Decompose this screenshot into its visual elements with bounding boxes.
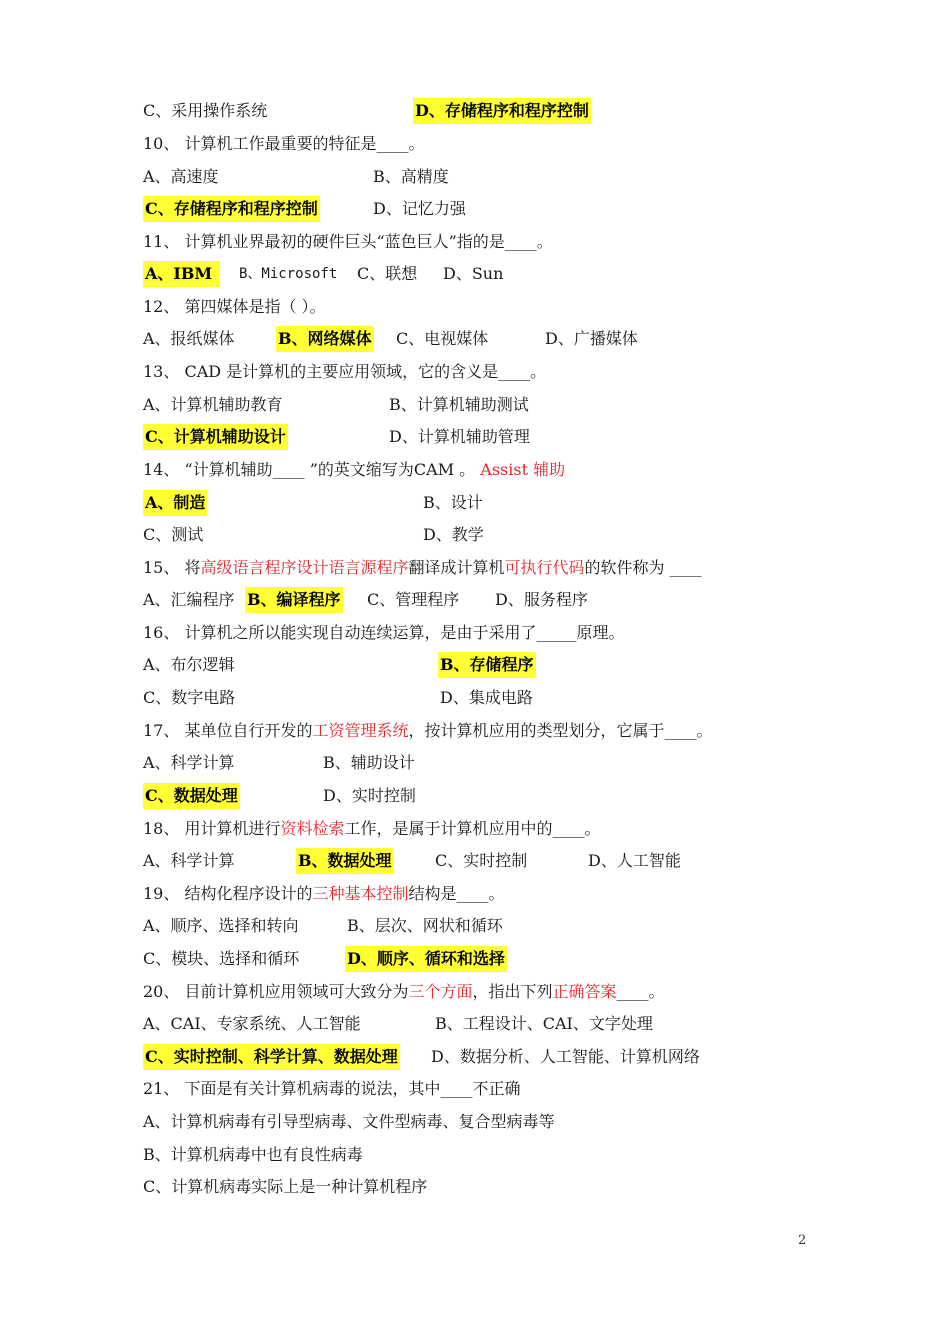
question-18 (143, 816, 600, 842)
option-a: A、科学计算 (143, 851, 235, 870)
option-c: C、数字电路 (143, 688, 236, 707)
option-b-correct: B、网络媒体 (276, 326, 374, 352)
question-20 (143, 979, 665, 1005)
question-13: 13、 CAD 是计算机的主要应用领域，它的含义是____。 (143, 362, 547, 381)
option-c-correct: C、存储程序和程序控制 (143, 196, 320, 222)
question-14 (143, 457, 565, 483)
question-text: 18、 用计算机进行 (143, 819, 281, 838)
option-a: A、汇编程序 (143, 590, 235, 609)
question-11: 11、 计算机业界最初的硬件巨头“蓝色巨人”指的是____。 (143, 232, 553, 251)
highlight-term: 资料检索 (280, 819, 345, 838)
option-b: B、辅助设计 (323, 753, 415, 772)
highlight-term: 高级语言程序设计语言源程序 (200, 558, 409, 577)
highlight-term: 三种基本控制 (312, 884, 409, 903)
option-c-correct: C、实时控制、科学计算、数据处理 (143, 1044, 400, 1070)
option-c: C、联想 (357, 264, 418, 283)
option-c: C、模块、选择和循环 (143, 949, 300, 968)
question-text: 的软件称为 ____ (584, 558, 702, 577)
highlight-term: 可执行代码 (504, 558, 585, 577)
option-c-correct: C、计算机辅助设计 (143, 424, 288, 450)
option-c: C、计算机病毒实际上是一种计算机程序 (143, 1177, 428, 1196)
question-text: 工作，是属于计算机应用中的____。 (344, 819, 601, 838)
option-a-correct: A、IBM (143, 261, 220, 287)
highlight-term: 工资管理系统 (312, 721, 409, 740)
option-b: B、计算机病毒中也有良性病毒 (143, 1145, 363, 1164)
option-a: A、计算机病毒有引导型病毒、文件型病毒、复合型病毒等 (143, 1112, 555, 1131)
question-text: 19、 结构化程序设计的 (143, 884, 313, 903)
question-text: 翻译成计算机 (408, 558, 505, 577)
option-b: B、Microsoft (239, 266, 338, 282)
annotation-note: Assist 辅助 (480, 460, 566, 479)
option-d: D、Sun (443, 264, 504, 283)
option-d: D、实时控制 (323, 786, 416, 805)
option-d: D、人工智能 (588, 851, 681, 870)
option-d: D、记忆力强 (373, 199, 466, 218)
option-b-correct: B、编译程序 (245, 587, 343, 613)
option-d: D、计算机辅助管理 (389, 427, 530, 446)
option-b: B、设计 (423, 493, 483, 512)
page-number: 2 (798, 1233, 807, 1248)
option-a: A、报纸媒体 (143, 329, 235, 348)
question-text: 17、 某单位自行开发的 (143, 721, 313, 740)
question-text: 结构是____。 (408, 884, 505, 903)
option-d: D、服务程序 (495, 590, 588, 609)
option-a: A、科学计算 (143, 753, 235, 772)
highlight-term: 正确答案 (552, 982, 617, 1001)
option-c: C、测试 (143, 525, 204, 544)
option-c: C、实时控制 (435, 851, 528, 870)
option-d: D、教学 (423, 525, 484, 544)
option-a: A、CAI、专家系统、人工智能 (143, 1014, 361, 1033)
option-b-correct: B、存储程序 (438, 652, 536, 678)
option-d-correct: D、顺序、循环和选择 (345, 946, 507, 972)
option-a: A、计算机辅助教育 (143, 395, 283, 414)
option-a: A、顺序、选择和转向 (143, 916, 299, 935)
option-d: D、广播媒体 (545, 329, 638, 348)
option-d-correct: D、存储程序和程序控制 (413, 98, 591, 124)
question-text: ，指出下列 (472, 982, 553, 1001)
option-b: B、高精度 (373, 167, 449, 186)
option-c: C、电视媒体 (396, 329, 489, 348)
option-a: A、高速度 (143, 167, 219, 186)
option-b-correct: B、数据处理 (296, 848, 394, 874)
option-a-correct: A、制造 (143, 490, 207, 516)
question-text: ，按计算机应用的类型划分，它属于____。 (408, 721, 713, 740)
question-10: 10、 计算机工作最重要的特征是____。 (143, 134, 425, 153)
option-c-correct: C、数据处理 (143, 783, 240, 809)
option-a: A、布尔逻辑 (143, 655, 235, 674)
option-d: D、集成电路 (440, 688, 533, 707)
question-text: 15、 将 (143, 558, 201, 577)
option-d: D、数据分析、人工智能、计算机网络 (431, 1047, 700, 1066)
question-19 (143, 881, 504, 907)
option-c: C、管理程序 (367, 590, 460, 609)
highlight-term: 三个方面 (408, 982, 473, 1001)
question-text: ____。 (616, 982, 665, 1001)
question-15 (143, 555, 702, 581)
question-17 (143, 718, 712, 744)
option-c: C、采用操作系统 (143, 101, 268, 120)
question-16: 16、 计算机之所以能实现自动连续运算，是由于采用了_____原理。 (143, 623, 625, 642)
question-21: 21、 下面是有关计算机病毒的说法，其中____不正确 (143, 1079, 521, 1098)
question-text: 14、 “计算机辅助____ ”的英文缩写为CAM 。 (143, 460, 476, 479)
question-12: 12、 第四媒体是指（ ）。 (143, 297, 326, 316)
option-b: B、层次、网状和循环 (347, 916, 503, 935)
option-b: B、工程设计、CAI、文字处理 (435, 1014, 653, 1033)
question-text: 20、 目前计算机应用领域可大致分为 (143, 982, 409, 1001)
option-b: B、计算机辅助测试 (389, 395, 529, 414)
